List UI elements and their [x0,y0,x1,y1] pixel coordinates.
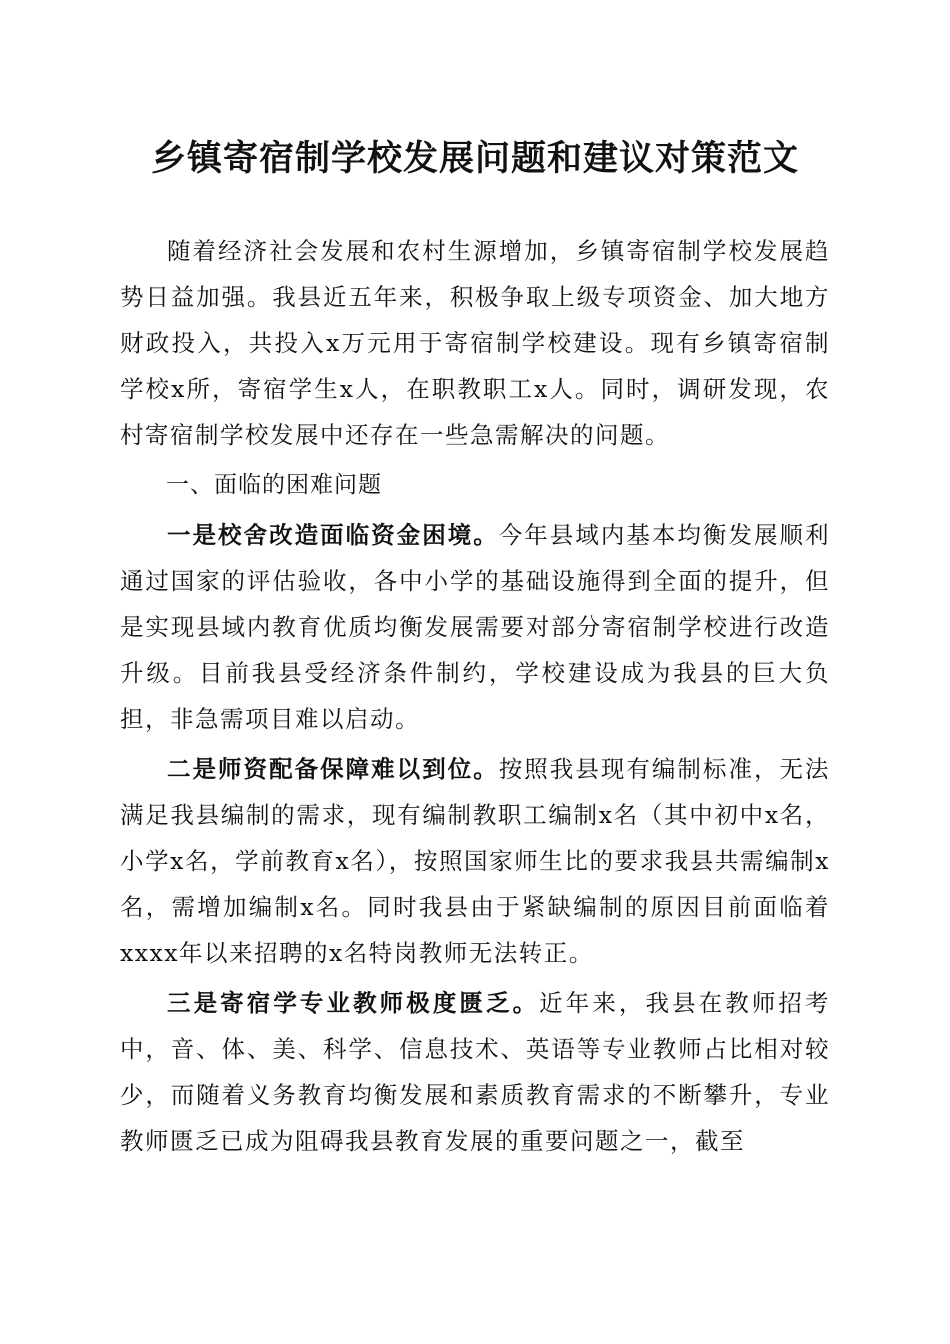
section-heading-difficulties: 一、面临的困难问题 [166,472,382,498]
document-body [120,228,830,1168]
point-paragraph-2 [120,746,830,976]
document-title: 乡镇寄宿制学校发展问题和建议对策范文 [150,138,799,179]
point-lead-1: 一是校舍改造面临资金困境。 [167,521,499,549]
point-paragraph-1 [120,512,830,742]
point-text-1: 今年县域内基本均衡发展顺利通过国家的评估验收，各中小学的基础设施得到全面的提升，但是实现县域内教育优质均衡发展需要对部分寄宿制学校进行改造升级。目前我县受经济条件制约，学校建设成为我县的巨大负担，非急需项目难以启动。 [120,521,831,733]
point-paragraph-3 [120,980,830,1164]
point-text-2: 按照我县现有编制标准，无法满足我县编制的需求，现有编制教职工编制x名（其中初中x名，小学x名，学前教育x名），按照国家师生比的要求我县共需编制x名，需增加编制x名。同时我县由于紧缺编制的原因目前面临着xxxx年以来招聘的x名特岗教师无法转正。 [120,755,831,967]
point-lead-2: 二是师资配备保障难以到位。 [167,755,499,783]
point-lead-3: 三是寄宿学专业教师极度匮乏。 [167,989,540,1017]
point-text-3: 近年来，我县在教师招考中，音、体、美、科学、信息技术、英语等专业教师占比相对较少，而随着义务教育均衡发展和素质教育需求的不断攀升，专业教师匮乏已成为阻碍我县教育发展的重要问题之一，截至 [120,989,831,1155]
intro-paragraph: 随着经济社会发展和农村生源增加，乡镇寄宿制学校发展趋势日益加强。我县近五年来，积极争取上级专项资金、加大地方财政投入，共投入x万元用于寄宿制学校建设。现有乡镇寄宿制学校x所，寄宿学生x人，在职教职工x人。同时，调研发现，农村寄宿制学校发展中还存在一些急需解决的问题。 [120,237,830,449]
